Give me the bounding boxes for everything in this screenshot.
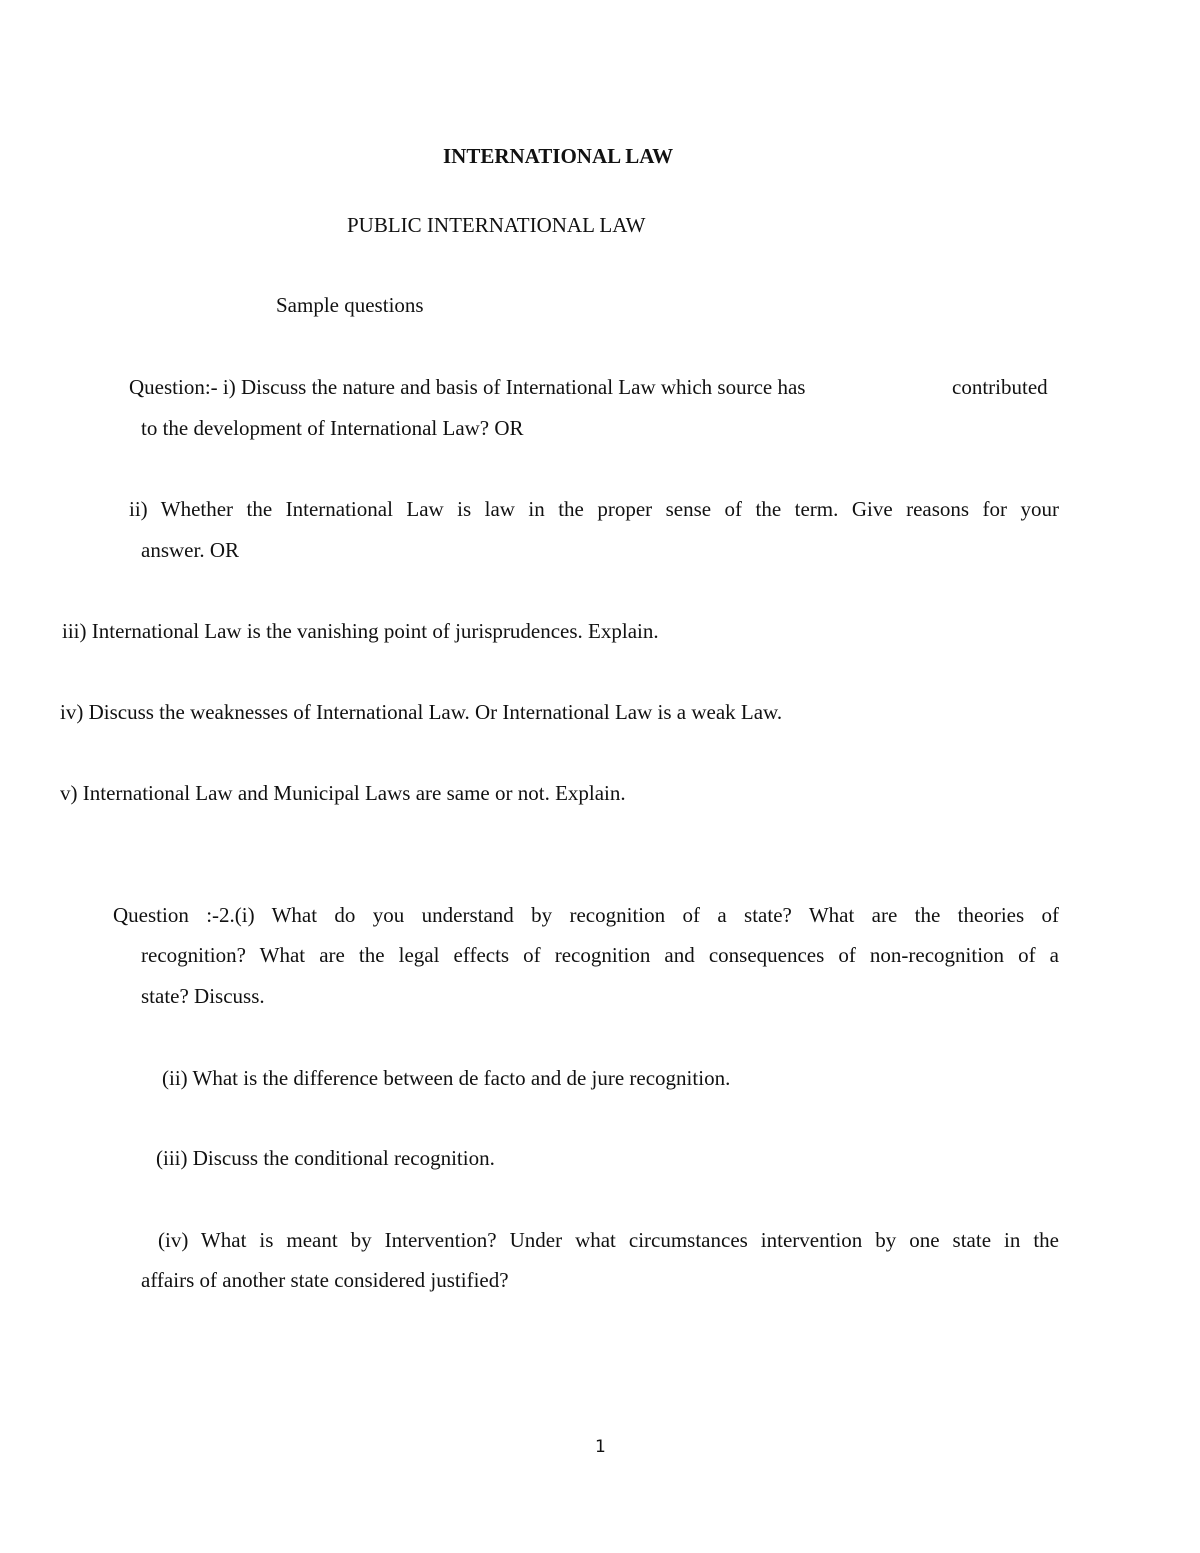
question1-iii: iii) International Law is the vanishing point of jurisprudences. Explain. [62, 619, 659, 643]
section-label: Sample questions [276, 293, 424, 317]
question2-iii: (iii) Discuss the conditional recognition. [156, 1146, 495, 1170]
question1-i-line2: to the development of International Law? OR [141, 416, 524, 440]
document-title: INTERNATIONAL LAW [443, 144, 674, 168]
question2-iv-line1: (iv) What is meant by Intervention? Under what circumstances intervention by one state in the [158, 1228, 1059, 1252]
question2-ii: (ii) What is the difference between de facto and de jure recognition. [162, 1066, 731, 1090]
page-number: 1 [595, 1437, 606, 1457]
question1-v: v) International Law and Municipal Laws are same or not. Explain. [60, 781, 626, 805]
question1-iv: iv) Discuss the weaknesses of International Law. Or International Law is a weak Law. [60, 700, 783, 724]
document-subtitle: PUBLIC INTERNATIONAL LAW [347, 213, 646, 237]
question1-i-line1: Question:- i) Discuss the nature and basis of International Law which source has [129, 375, 806, 399]
question1-i-line1-end: contributed [952, 375, 1048, 399]
question2-i-line1: Question :-2.(i) What do you understand by recognition of a state? What are the theories of [113, 903, 1059, 927]
question1-ii-line2: answer. OR [141, 538, 239, 562]
question2-i-line3: state? Discuss. [141, 984, 265, 1008]
question1-ii-line1: ii) Whether the International Law is law in the proper sense of the term. Give reasons for your [129, 497, 1059, 521]
question2-i-line2: recognition? What are the legal effects of recognition and consequences of non-recognition of a [141, 943, 1059, 967]
question2-iv-line2: affairs of another state considered justified? [141, 1268, 509, 1292]
